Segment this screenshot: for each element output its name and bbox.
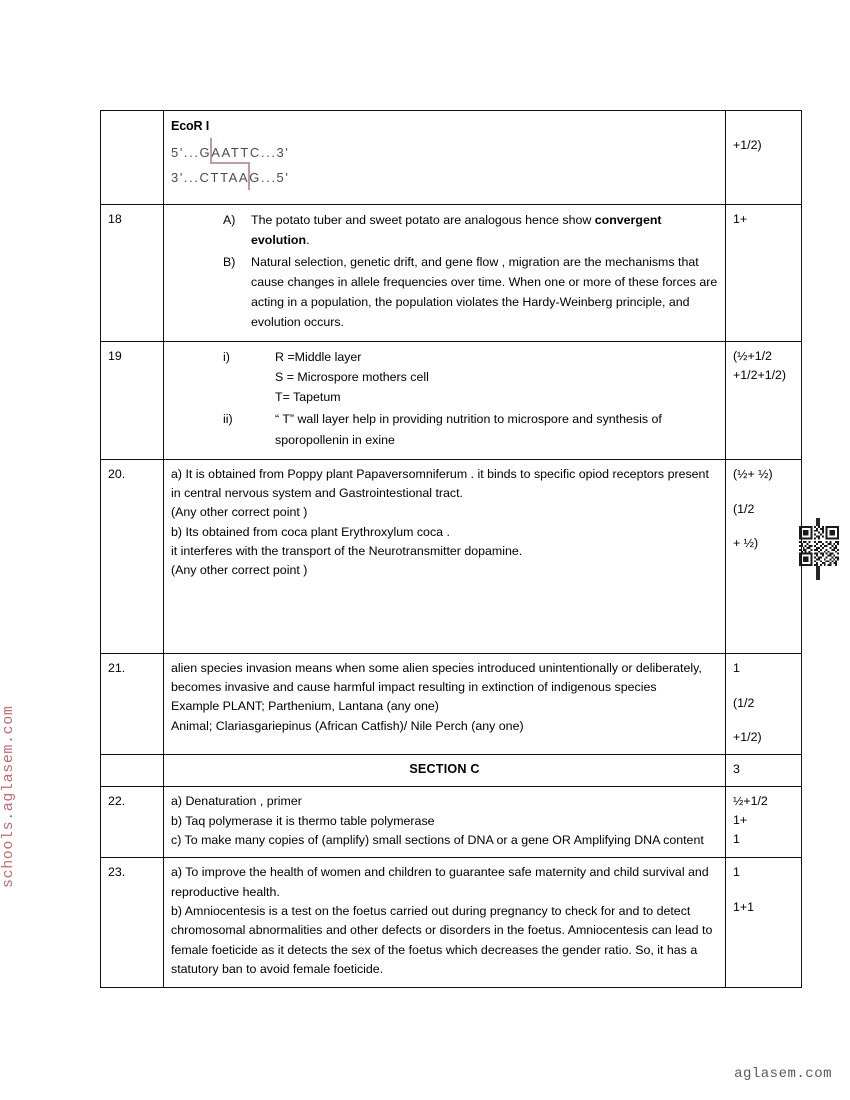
marks-value: 1+ bbox=[733, 211, 748, 226]
sub-text bbox=[275, 347, 718, 407]
row-content bbox=[164, 342, 726, 459]
marks-value: 1 bbox=[733, 660, 740, 675]
section-header-cell bbox=[164, 755, 726, 787]
answer-line: b) Amniocentesis is a test on the foetus carried out during pregnancy to check for and to detect chromosomal abnormalities and other defects or disorders in the foetus. Amniocentesis can lead to female foeticide as it detects the sex of the foetus which decreases the gender ratio. So, it has a statutory ban to avoid female foeticide. bbox=[171, 904, 713, 977]
table-row bbox=[101, 111, 802, 205]
marks-value: (1/2 bbox=[733, 501, 755, 516]
answer-line: it interferes with the transport of the Neurotransmitter dopamine. bbox=[171, 544, 523, 559]
row-number: 22. bbox=[101, 787, 164, 858]
table-row bbox=[101, 342, 802, 459]
dna-top-strand: 5'...GAATTC...3' bbox=[171, 145, 290, 161]
marks-value: + ½) bbox=[733, 536, 759, 551]
sub-answer-a bbox=[223, 210, 718, 250]
sub-text: “ T” wall layer help in providing nutrition to microspore and synthesis of sporopollenin in exine bbox=[275, 412, 662, 447]
sub-label: ii) bbox=[223, 412, 233, 427]
side-watermark: schools.aglasem.com bbox=[0, 705, 17, 888]
qr-code bbox=[796, 518, 842, 580]
answer-line: (Any other correct point ) bbox=[171, 505, 308, 520]
table-row bbox=[101, 459, 802, 653]
sub-answer-b bbox=[223, 252, 718, 332]
sub-text bbox=[251, 210, 718, 250]
enzyme-name: EcoR I bbox=[171, 119, 209, 133]
answer-line: c) To make many copies of (amplify) small sections of DNA or a gene OR Amplifying DNA content bbox=[171, 833, 704, 848]
answer-line: Example PLANT; Parthenium, Lantana (any one) bbox=[171, 699, 439, 714]
answer-line: a) Denaturation , primer bbox=[171, 794, 302, 809]
sub-text-before: The potato tuber and sweet potato are analogous hence show bbox=[251, 212, 595, 227]
row-marks bbox=[726, 858, 802, 987]
sub-line: S = Microspore mothers cell bbox=[275, 370, 429, 385]
row-marks bbox=[726, 653, 802, 755]
marks-value: 1 bbox=[733, 832, 740, 847]
row-content bbox=[164, 459, 726, 653]
row-number bbox=[101, 111, 164, 205]
marks-value: +1/2) bbox=[733, 730, 762, 745]
table-row bbox=[101, 787, 802, 858]
section-title: SECTION C bbox=[409, 762, 480, 777]
row-number: 23. bbox=[101, 858, 164, 987]
row-number: 19 bbox=[101, 342, 164, 459]
sub-line: R =Middle layer bbox=[275, 350, 362, 365]
table-row bbox=[101, 755, 802, 787]
ecori-diagram bbox=[171, 116, 718, 197]
marks-value: 1 bbox=[733, 865, 740, 880]
marks-value: +1/2+1/2) bbox=[733, 368, 787, 383]
row-number: 21. bbox=[101, 653, 164, 755]
row-number: 20. bbox=[101, 459, 164, 653]
answer-key-table bbox=[100, 110, 802, 988]
dna-bottom-strand: 3'...CTTAAG...5' bbox=[171, 169, 290, 185]
sub-label: B) bbox=[223, 254, 236, 269]
answer-line: a) It is obtained from Poppy plant Papaversomniferum . it binds to specific opiod receptors present in central nervous system and Gastrointestional tract. bbox=[171, 466, 709, 501]
marks-value: +1/2) bbox=[733, 138, 762, 152]
sub-answer-i bbox=[223, 347, 718, 407]
corner-watermark: aglasem.com bbox=[734, 1066, 832, 1082]
marks-value: (1/2 bbox=[733, 695, 755, 710]
sub-text-bold: convergent evolution bbox=[251, 212, 662, 247]
marks-value: (½+1/2 bbox=[733, 349, 772, 364]
sub-text-after: . bbox=[306, 232, 310, 247]
row-marks bbox=[726, 459, 802, 653]
row-content bbox=[164, 204, 726, 342]
answer-line: b) Taq polymerase it is thermo table polymerase bbox=[171, 813, 435, 828]
table-row bbox=[101, 858, 802, 987]
row-content bbox=[164, 653, 726, 755]
sub-label: i) bbox=[223, 350, 230, 365]
row-content bbox=[164, 787, 726, 858]
sub-label: A) bbox=[223, 212, 236, 227]
row-content bbox=[164, 858, 726, 987]
row-marks bbox=[726, 787, 802, 858]
sub-text: Natural selection, genetic drift, and gene flow , migration are the mechanisms that cause changes in allele frequencies over time. When one or more of these forces are acting in a population, the population violates the Hardy-Weinberg principle, and evolution occurs. bbox=[251, 254, 718, 330]
marks-value: (½+ ½) bbox=[733, 466, 773, 481]
row-number bbox=[101, 755, 164, 787]
row-marks bbox=[726, 204, 802, 342]
table-row bbox=[101, 653, 802, 755]
row-marks bbox=[726, 342, 802, 459]
row-marks bbox=[726, 111, 802, 205]
marks-value: ½+1/2 bbox=[733, 794, 768, 809]
answer-line: alien species invasion means when some alien species introduced unintentionally or deliberately, becomes invasive and cause harmful impact resulting in extinction of indigenous species bbox=[171, 660, 702, 695]
marks-value: 1+1 bbox=[733, 900, 755, 915]
sub-line: T= Tapetum bbox=[275, 390, 341, 405]
qr-code-icon bbox=[799, 526, 839, 566]
row-content bbox=[164, 111, 726, 205]
table-row bbox=[101, 204, 802, 342]
row-marks bbox=[726, 755, 802, 787]
answer-line: b) Its obtained from coca plant Erythroxylum coca . bbox=[171, 524, 450, 539]
marks-value: 3 bbox=[733, 762, 740, 777]
sub-answer-ii bbox=[223, 409, 718, 449]
row-number: 18 bbox=[101, 204, 164, 342]
answer-line: (Any other correct point ) bbox=[171, 563, 308, 578]
answer-line: a) To improve the health of women and children to guarantee safe maternity and child survival and reproductive health. bbox=[171, 865, 709, 899]
marks-value: 1+ bbox=[733, 813, 748, 828]
answer-line: Animal; Clariasgariepinus (African Catfish)/ Nile Perch (any one) bbox=[171, 718, 524, 733]
